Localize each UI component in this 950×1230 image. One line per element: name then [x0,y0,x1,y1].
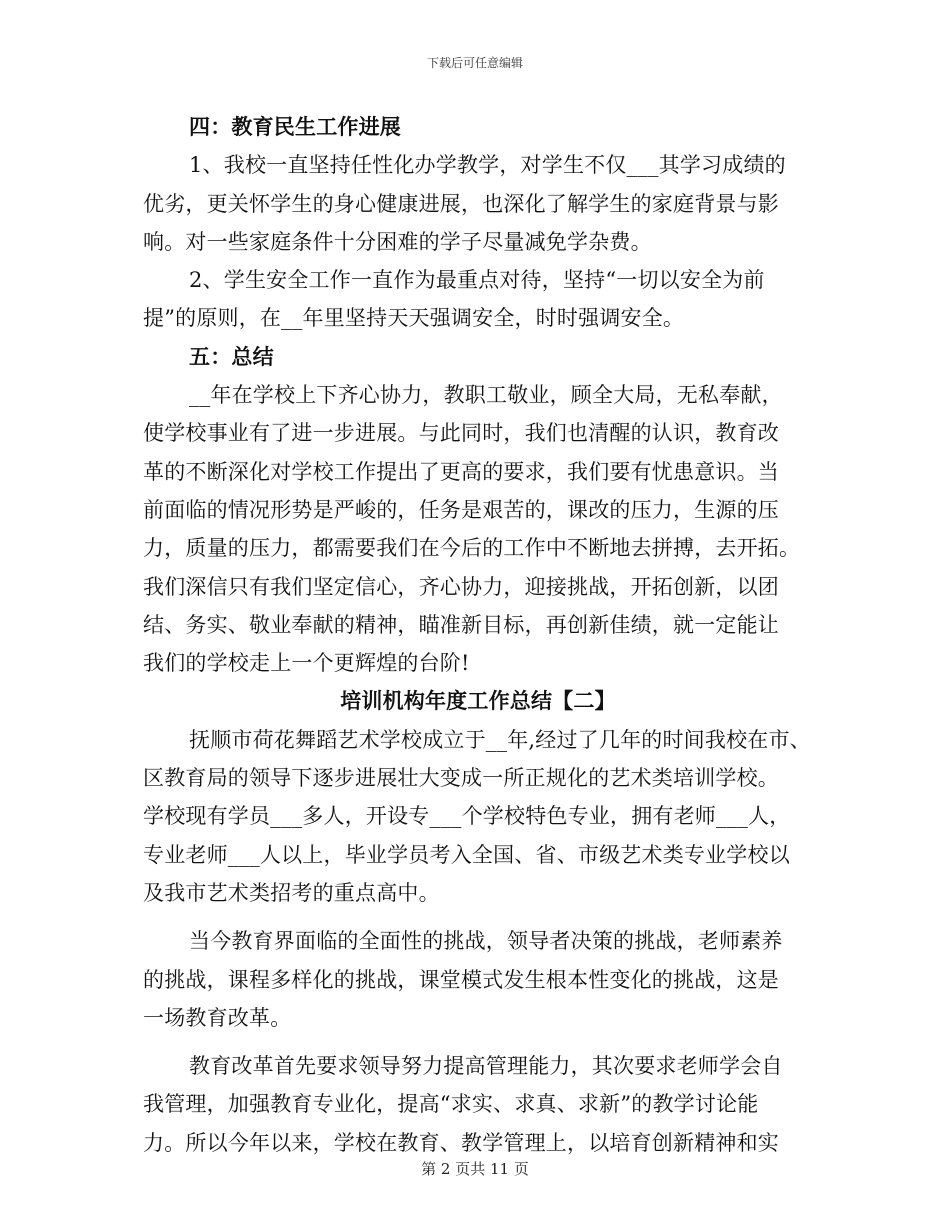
paragraph-line: 及我市艺术类招考的重点高中。 [143,880,440,905]
paragraph-line: 我管理，加强教育专业化，提高“求实、求真、求新”的教学讨论能 [143,1092,759,1117]
paragraph-line: 抚顺市荷花舞蹈艺术学校成立于__年,经过了几年的时间我校在市、 [189,727,811,752]
paragraph-line: 力，质量的压力，都需要我们在今后的工作中不断地去拼搏，去开拓。 [143,536,801,561]
paragraph-line: 我们深信只有我们坚定信心，齐心协力，迎接挑战，开拓创新，以团 [143,574,779,599]
paragraph-line: 优劣，更关怀学生的身心健康进展，也深化了解学生的家庭背景与影 [143,191,779,216]
paragraph-line: 专业老师___人以上，毕业学员考入全国、省、市级艺术类专业学校以 [143,842,790,867]
paragraph-line: 区教育局的领导下逐步进展壮大变成一所正规化的艺术类培训学校。 [143,766,779,791]
paragraph-line: 响。对一些家庭条件十分困难的学子尽量减免学杂费。 [143,229,652,254]
paragraph-line: 我们的学校走上一个更辉煌的台阶! [143,651,470,676]
paragraph-line: 的挑战，课程多样化的挑战，课堂模式发生根本性变化的挑战，这是 [143,967,779,992]
paragraph-line: 2、学生安全工作一直作为最重点对待，坚持“一切以安全为前 [189,268,765,293]
document-title: 培训机构年度工作总结【二】 [340,689,616,714]
paragraph-line: 前面临的情况形势是严峻的，任务是艰苦的，课改的压力，生源的压 [143,497,779,522]
document-body [143,108,813,1162]
paragraph-line: 一场教育改革。 [143,1005,292,1030]
section-heading: 五：总结 [189,344,274,369]
paragraph-line: __年在学校上下齐心协力，教职工敬业，顾全大局，无私奉献， [189,383,783,408]
paragraph-line: 力。所以今年以来，学校在教育、教学管理上，以培育创新精神和实 [143,1130,779,1155]
page-footer: 第 2 页共 11 页 [421,1160,529,1178]
paragraph-line: 教育改革首先要求领导努力提高管理能力，其次要求老师学会自 [189,1054,783,1079]
paragraph-line: 革的不断深化对学校工作提出了更高的要求，我们要有忧患意识。当 [143,459,779,484]
page-header: 下载后可任意编辑 [426,56,523,70]
paragraph-line: 学校现有学员___多人，开设专___个学校特色专业，拥有老师___人， [143,804,791,829]
paragraph-line: 使学校事业有了进一步进展。与此同时，我们也清醒的认识，教育改 [143,421,779,446]
paragraph-line: 结、务实、敬业奉献的精神，瞄准新目标，再创新佳绩，就一定能让 [143,612,779,637]
paragraph-line: 1、我校一直坚持任性化办学教学，对学生不仅___其学习成绩的 [189,153,786,178]
paragraph-line: 当今教育界面临的全面性的挑战，领导者决策的挑战，老师素养 [189,929,783,954]
paragraph-line: 提”的原则，在__年里坚持天天强调安全，时时强调安全。 [143,306,685,331]
section-heading: 四：教育民生工作进展 [189,115,401,139]
